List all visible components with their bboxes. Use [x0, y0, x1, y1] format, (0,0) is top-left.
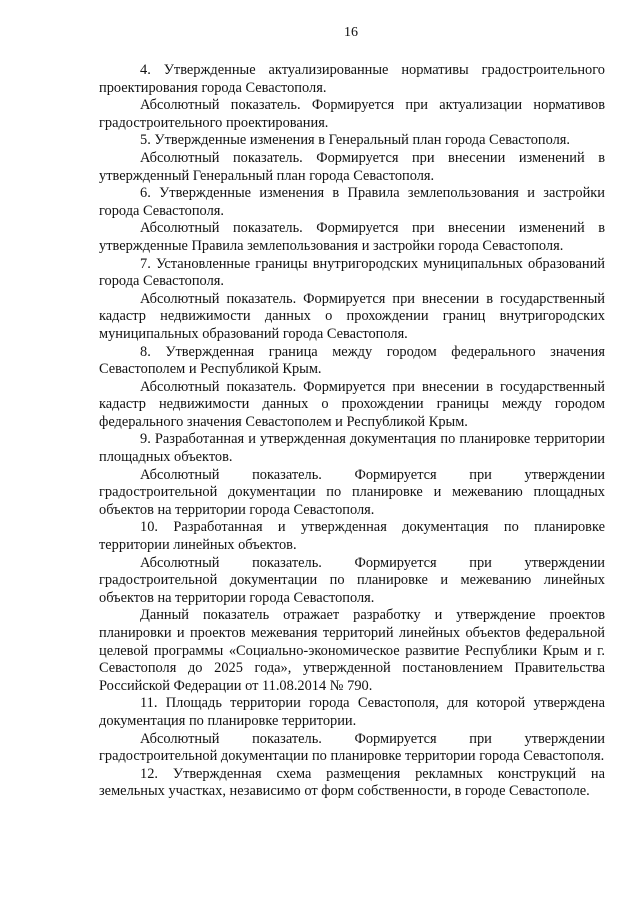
item-4-title: 4. Утвержденные актуализированные нормативы градостроительного проектирования города Севастополя.: [99, 62, 605, 96]
item-8-description: Абсолютный показатель. Формируется при внесении в государственный кадастр недвижимости данных о прохождении границы между городом федерального значения Севастополем и Республикой Крым.: [99, 378, 605, 430]
item-5-description: Абсолютный показатель. Формируется при внесении изменений в утвержденный Генеральный план города Севастополя.: [99, 149, 605, 184]
item-5-title: 5. Утвержденные изменения в Генеральный план города Севастополя.: [140, 132, 570, 149]
item-11-description: Абсолютный показатель. Формируется при утверждении градостроительной документации по планировке территории города Севастополя.: [99, 730, 605, 765]
item-8-title: 8. Утвержденная граница между городом федерального значения Севастополем и Республикой Крым.: [99, 343, 605, 378]
item-4-description: Абсолютный показатель. Формируется при актуализации нормативов градостроительного проектирования.: [99, 97, 605, 131]
item-9-description: Абсолютный показатель. Формируется при утверждении градостроительной документации по планировке и межеванию площадных объектов на территории города Севастополя.: [99, 466, 605, 518]
item-6-title: 6. Утвержденные изменения в Правила землепользования и застройки города Севастополя.: [99, 185, 605, 219]
item-7-title: 7. Установленные границы внутригородских муниципальных образований города Севастополя.: [99, 255, 605, 290]
item-12-title: 12. Утвержденная схема размещения рекламных конструкций на земельных участках, независимо от форм собственности, в городе Севастополе.: [99, 765, 605, 800]
item-10-description: Абсолютный показатель. Формируется при утверждении градостроительной документации по планировке и межеванию линейных объектов на территории города Севастополя.: [99, 554, 605, 606]
page-number: 16: [344, 25, 358, 40]
item-10-note: Данный показатель отражает разработку и утверждение проектов планировки и проектов межевания территорий линейных объектов федеральной целевой программы «Социально-экономическое развитие Республики Крым и г. Севастополя до 2025 года», утвержденной постановлением Правительства Российской Федерации от 11.08.2014 № 790.: [99, 607, 605, 694]
item-7-description: Абсолютный показатель. Формируется при внесении в государственный кадастр недвижимости данных о прохождении границ внутригородских муниципальных образований города Севастополя.: [99, 290, 605, 342]
document-body: [99, 62, 605, 801]
item-11-title: 11. Площадь территории города Севастополя, для которой утверждена документация по планировке территории.: [99, 695, 605, 729]
item-9-title: 9. Разработанная и утвержденная документация по планировке территории площадных объектов.: [99, 431, 605, 466]
item-10-title: 10. Разработанная и утвержденная документация по планировке территории линейных объектов.: [99, 519, 605, 554]
item-6-description: Абсолютный показатель. Формируется при внесении изменений в утвержденные Правила землепользования и застройки города Севастополя.: [99, 220, 605, 254]
